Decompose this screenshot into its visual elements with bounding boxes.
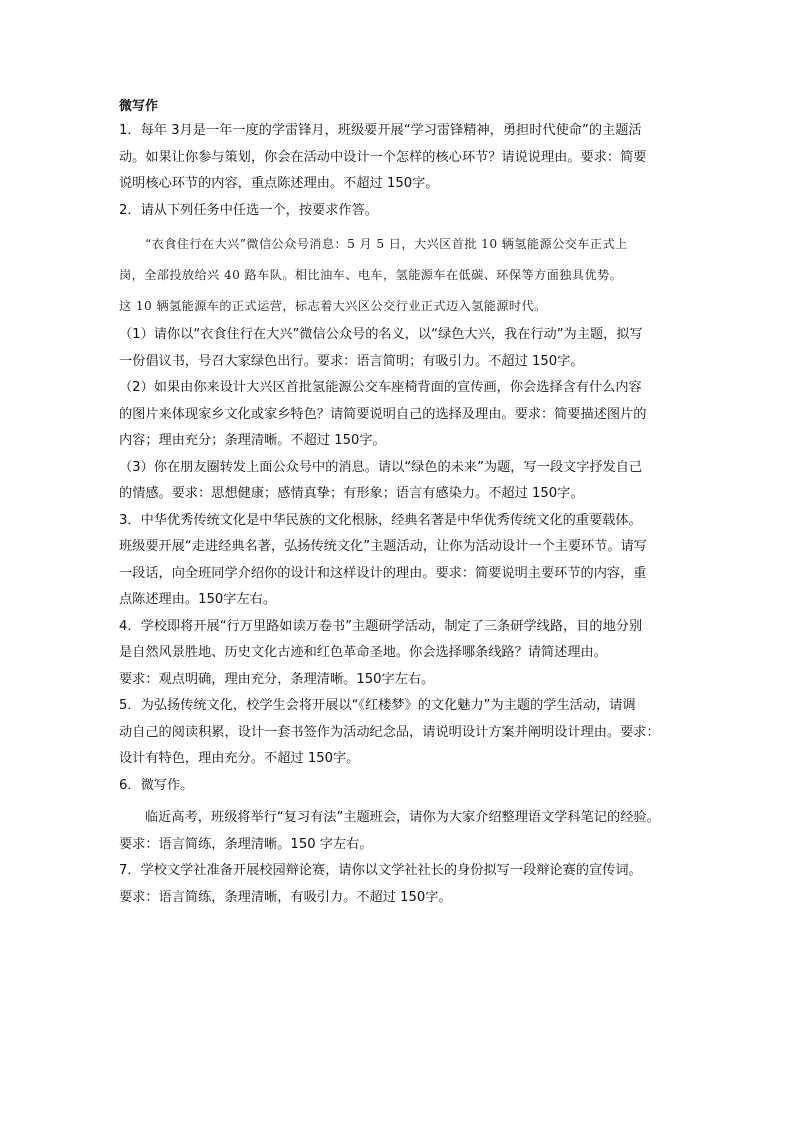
subquestion-2-line: 内容；理由充分；条理清晰。不超过 150字。 — [119, 433, 386, 448]
subquestion-1-line: 一份倡议书，号召大家绿色出行。要求：语言简明；有吸引力。不超过 150字。 — [119, 353, 584, 369]
question-2 — [119, 198, 679, 508]
question-3-line: 班级要开展“走进经典名著，弘扬传统文化”主题活动，让你为活动设计一个主要环节。请写 — [119, 539, 647, 554]
question-3 — [119, 508, 679, 614]
news-quote — [119, 229, 679, 322]
news-quote-line: 岗，全部投放给兴 40 路车队。相比油车、电车，氢能源车在低碳、环保等方面独具优势。 — [119, 268, 623, 282]
question-5-line: 5．为弘扬传统文化，校学生会将开展以“《红楼梦》的文化魅力”为主题的学生活动，请调 — [119, 698, 636, 713]
news-quote-line: “衣食住行在大兴”微信公众号消息：5 月 5 日，大兴区首批 10 辆氢能源公交车正式上 — [145, 237, 628, 251]
subquestion-2-line: （2）如果由你来设计大兴区首批氢能源公交车座椅背面的宣传画，你会选择含有什么内容 — [119, 380, 642, 395]
question-6-line: 要求：语言简练，条理清晰。150 字左右。 — [119, 836, 373, 852]
question-3-line: 点陈述理由。150字左右。 — [119, 592, 277, 607]
question-4-line: 要求：观点明确，理由充分，条理清晰。150字左右。 — [119, 671, 435, 687]
section-title: 微写作 — [119, 99, 159, 114]
subquestion-1-line: （1）请你以“衣食住行在大兴”微信公众号的名义，以“绿色大兴，我在行动”为主题，拟写 — [119, 327, 643, 342]
question-2-intro: 2．请从下列任务中任选一个，按要求作答。 — [119, 202, 378, 218]
question-5 — [119, 693, 679, 773]
document-page — [119, 96, 679, 911]
question-3-line: 一段话，向全班同学介绍你的设计和这样设计的理由。要求：简要说明主要环节的内容，重 — [119, 565, 647, 581]
question-4-line: 4．学校即将开展“行万里路如读万卷书”主题研学活动，制定了三条研学线路，目的地分别 — [119, 618, 643, 634]
subquestion-3-line: （3）你在朋友圈转发上面公众号中的消息。请以“绿色的未来”为题，写一段文字抒发自己 — [119, 459, 643, 475]
question-4-line: 是自然风景胜地、历史文化古迹和红色革命圣地。你会选择哪条线路？请简述理由。 — [119, 645, 607, 660]
question-1-line: 动。如果让你参与策划，你会在活动中设计一个怎样的核心环节？请说说理由。要求：简要 — [119, 149, 647, 165]
question-7-line: 7．学校文学社准备开展校园辩论赛，请你以文学社社长的身份拟写一段辩论赛的宣传词。 — [119, 863, 642, 878]
question-7-line: 要求：语言简练，条理清晰，有吸引力。不超过 150字。 — [119, 889, 452, 905]
question-5-line: 设计有特色，理由充分。不超过 150字。 — [119, 751, 360, 766]
question-1 — [119, 118, 679, 198]
question-3-line: 3．中华优秀传统文化是中华民族的文化根脉，经典名著是中华优秀传统文化的重要载体。 — [119, 512, 642, 528]
news-quote-line: 这 10 辆氢能源车的正式运营，标志着大兴区公交行业正式迈入氢能源时代。 — [119, 299, 547, 313]
question-1-line: 1．每年 3月是一年一度的学雷锋月，班级要开展“学习雷锋精神，勇担时代使命”的主题活 — [119, 123, 642, 138]
subquestion-2-line: 的图片来体现家乡文化或家乡特色？请简要说明自己的选择及理由。要求：简要描述图片的 — [119, 406, 647, 422]
question-4 — [119, 614, 679, 694]
question-6-line: 临近高考，班级将举行“复习有法”主题班会，请你为大家介绍整理语文学科笔记的经验。 — [145, 810, 660, 825]
question-1-line: 说明核心环节的内容，重点陈述理由。不超过 150字。 — [119, 176, 439, 191]
question-6-title: 6．微写作。 — [119, 777, 194, 793]
subquestion-3-line: 的情感。要求：思想健康；感情真挚；有形象；语言有感染力。不超过 150字。 — [119, 486, 584, 501]
question-5-line: 动自己的阅读积累，设计一套书签作为活动纪念品，请说明设计方案并阐明设计理由。要求： — [119, 724, 660, 740]
question-6 — [119, 773, 679, 859]
question-7 — [119, 858, 679, 911]
